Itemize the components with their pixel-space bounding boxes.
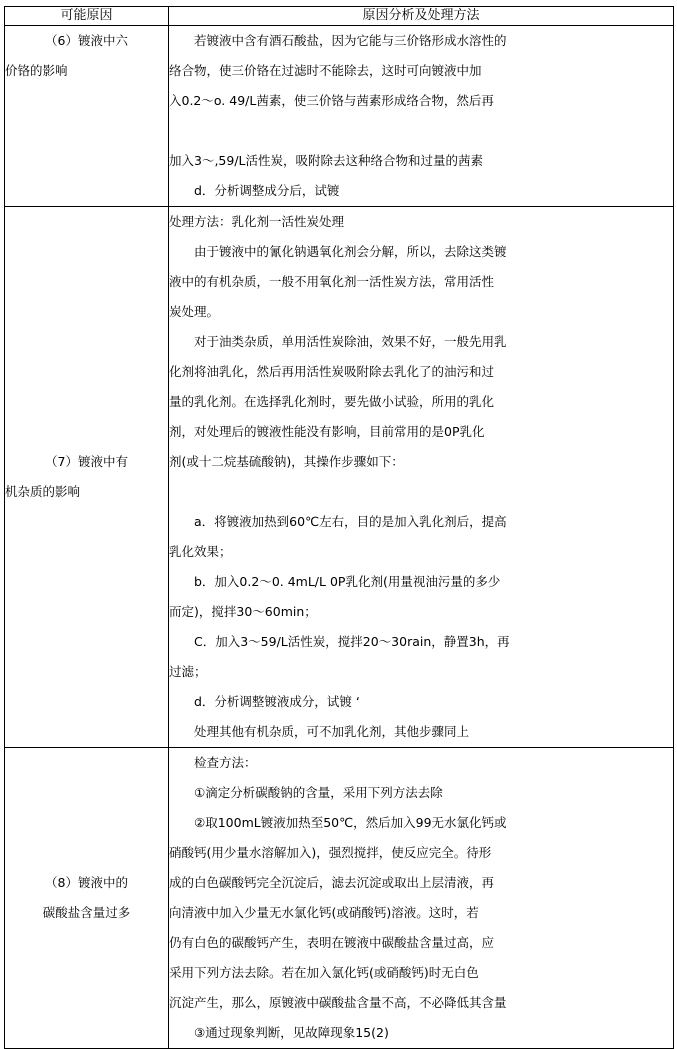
paragraph: 化剂将油乳化，然后再用活性炭吸附除去乳化了的油污和过 <box>169 364 495 379</box>
paragraph: a．将镀液加热到60℃左右，目的是加入乳化剂后，提高 <box>194 514 507 529</box>
paragraph: 量的乳化剂。在选择乳化剂时，要先做小试验，所用的乳化 <box>169 394 495 409</box>
header-cause: 可能原因 <box>5 7 169 26</box>
paragraph: b．加入0.2～0. 4mL/L 0P乳化剂(用量视油污量的多少 <box>194 574 501 589</box>
analysis-cell <box>169 26 674 207</box>
paragraph: ①滴定分析碳酸钠的含量，采用下列方法去除 <box>194 785 443 800</box>
table-row <box>5 748 674 1049</box>
paragraph: 处理方法：乳化剂一活性炭处理 <box>169 214 345 229</box>
paragraph: ③通过现象判断，见故障现象15(2) <box>194 1025 389 1040</box>
paragraph: 液中的有机杂质，一般不用氧化剂一活性炭方法，常用活性 <box>169 274 495 289</box>
cause-cell <box>5 748 169 1049</box>
paragraph: 向清液中加入少量无水氯化钙(或硝酸钙)溶液。这时，若 <box>169 905 479 920</box>
cause-line-primary: （6）镀液中六 <box>45 33 128 48</box>
cause-cell <box>5 26 169 207</box>
paragraph: 对于油类杂质，单用活性炭除油，效果不好，一般先用乳 <box>194 334 507 349</box>
paragraph: 处理其他有机杂质，可不加乳化剂，其他步骤同上 <box>194 724 470 739</box>
paragraph: 采用下列方法去除。若在加入氯化钙(或硝酸钙)时无白色 <box>169 965 479 980</box>
cause-line-primary: （8）镀液中的 <box>45 875 128 890</box>
paragraph-blank <box>169 477 673 507</box>
paragraph: C．加入3～59/L活性炭，搅拌20～30rain，静置3h，再 <box>194 634 510 649</box>
paragraph: 过滤； <box>169 664 207 679</box>
cause-line-secondary: 价铬的影响 <box>5 63 68 78</box>
paragraph: 乳化效果； <box>169 544 232 559</box>
paragraph: ②取100mL镀液加热至50℃，然后加入99无水氯化钙或 <box>194 815 507 830</box>
paragraph: 剂(或十二烷基硫酸钠)，其操作步骤如下： <box>169 454 404 469</box>
paragraph: 检查方法： <box>194 755 257 770</box>
analysis-cell <box>169 748 674 1049</box>
paragraph: 由于镀液中的氰化钠遇氧化剂会分解，所以，去除这类镀 <box>194 244 507 259</box>
table-header-row <box>5 7 674 26</box>
paragraph: 成的白色碳酸钙完全沉淀后，滤去沉淀或取出上层清液，再 <box>169 875 495 890</box>
paragraph: 仍有白色的碳酸钙产生，表明在镀液中碳酸盐含量过高，应 <box>169 935 495 950</box>
paragraph: 剂，对处理后的镀液性能没有影响，目前常用的是0P乳化 <box>169 424 485 439</box>
paragraph: 入0.2～o. 49/L茜素，使三价铬与茜素形成络合物，然后再 <box>169 93 494 108</box>
header-analysis: 原因分析及处理方法 <box>169 7 674 26</box>
troubleshooting-table <box>4 6 674 1049</box>
paragraph: 加入3～,59/L活性炭，吸附除去这种络合物和过量的茜素 <box>169 153 484 168</box>
paragraph-blank <box>169 116 673 146</box>
paragraph: 硝酸钙(用少量水溶解加入)，强烈搅拌，使反应完全。待形 <box>169 845 492 860</box>
paragraph: 沉淀产生，那么，原镀液中碳酸盐含量不高，不必降低其含量 <box>169 995 507 1010</box>
paragraph: 而定)，搅拌30～60min； <box>169 604 317 619</box>
table-row <box>5 207 674 748</box>
paragraph: 络合物，使三价铬在过滤时不能除去，这时可向镀液中加 <box>169 63 482 78</box>
cause-line-primary: （7）镀液中有 <box>45 454 128 469</box>
cause-line-secondary: 碳酸盐含量过多 <box>42 905 131 920</box>
cause-line-secondary: 机杂质的影响 <box>5 484 81 499</box>
paragraph: d．分析调整镀液成分，试镀 ‘ <box>194 694 360 709</box>
paragraph: 若镀液中含有酒石酸盐，因为它能与三价铬形成水溶性的 <box>194 33 507 48</box>
cause-cell <box>5 207 169 748</box>
paragraph: 炭处理。 <box>169 304 220 319</box>
table-row <box>5 26 674 207</box>
paragraph: d．分析调整成分后，试镀 <box>194 183 340 198</box>
analysis-cell <box>169 207 674 748</box>
